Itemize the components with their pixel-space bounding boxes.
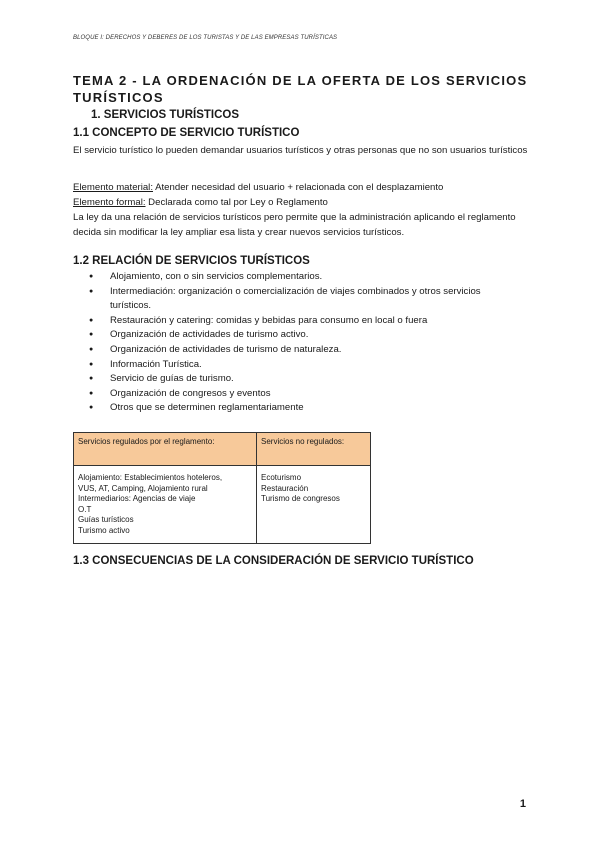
table-cell-line: Turismo de congresos <box>261 494 340 503</box>
section-1-2-heading: 1.2 RELACIÓN DE SERVICIOS TURÍSTICOS <box>73 255 310 267</box>
formal-text: Declarada como tal por Ley o Reglamento <box>145 197 328 208</box>
formal-element <box>73 195 533 210</box>
services-list <box>73 270 513 416</box>
list-item: ● Organización de congresos y eventos <box>73 387 513 402</box>
concept-intro: El servicio turístico lo pueden demandar usuarios turísticos y otras personas que no son usuarios turísticos <box>73 145 528 156</box>
list-item: ● Organización de actividades de turismo de naturaleza. <box>73 343 513 358</box>
list-item: ● Información Turística. <box>73 358 513 373</box>
material-text: Atender necesidad del usuario + relacionada con el desplazamiento <box>152 182 444 193</box>
section-1-heading: 1. SERVICIOS TURÍSTICOS <box>91 109 240 121</box>
unregulated-cell <box>257 466 371 544</box>
table-cell-line: Guías turísticos <box>78 515 134 524</box>
table-cell-line: O.T <box>78 504 92 514</box>
services-table <box>73 432 371 544</box>
section-1-1-heading: 1.1 CONCEPTO DE SERVICIO TURÍSTICO <box>73 127 300 139</box>
list-item: ● Organización de actividades de turismo activo. <box>73 328 513 343</box>
material-label: Elemento material: <box>73 182 153 193</box>
list-item: ● Otros que se determinen reglamentariamente <box>73 401 513 416</box>
page-number: 1 <box>519 798 526 810</box>
formal-label: Elemento formal: <box>73 197 146 208</box>
table-cell-line: VUS, AT, Camping, Alojamiento rural <box>78 483 208 493</box>
table-cell-line: Alojamiento: Establecimientos hoteleros, <box>78 473 223 482</box>
unregulated-header: Servicios no regulados: <box>257 433 371 466</box>
table-header-row <box>74 433 371 466</box>
list-item: ● Alojamiento, con o sin servicios complementarios. <box>73 270 513 285</box>
section-1-3-heading: 1.3 CONSECUENCIAS DE LA CONSIDERACIÓN DE SERVICIO TURÍSTICO <box>73 555 474 567</box>
page-header: BLOQUE I: DERECHOS Y DEBERES DE LOS TURISTAS Y DE LAS EMPRESAS TURÍSTICAS <box>73 35 338 41</box>
table-cell-line: Intermediarios: Agencias de viaje <box>78 494 196 503</box>
list-item: ● Servicio de guías de turismo. <box>73 372 513 387</box>
table-cell-line: Turismo activo <box>78 525 130 535</box>
regulated-header: Servicios regulados por el reglamento: <box>74 433 257 466</box>
law-note: La ley da una relación de servicios turísticos pero permite que la administración aplicando el reglamento decida sin modificar la ley ampliar esa lista y crear nuevos servicios turísticos. <box>73 212 516 238</box>
table-cell-line: Ecoturismo <box>261 473 302 482</box>
table-row <box>74 466 371 544</box>
material-element <box>73 180 533 195</box>
tema-title: TEMA 2 - LA ORDENACIÓN DE LA OFERTA DE LOS SERVICIOS TURÍSTICOS <box>73 73 528 105</box>
list-item: ● Intermediación: organización o comercialización de viajes combinados y otros servicios turísticos. <box>73 285 513 314</box>
list-item: ● Restauración y catering: comidas y bebidas para consumo en local o fuera <box>73 314 513 329</box>
regulated-cell <box>74 466 257 544</box>
table-cell-line: Restauración <box>261 483 309 493</box>
